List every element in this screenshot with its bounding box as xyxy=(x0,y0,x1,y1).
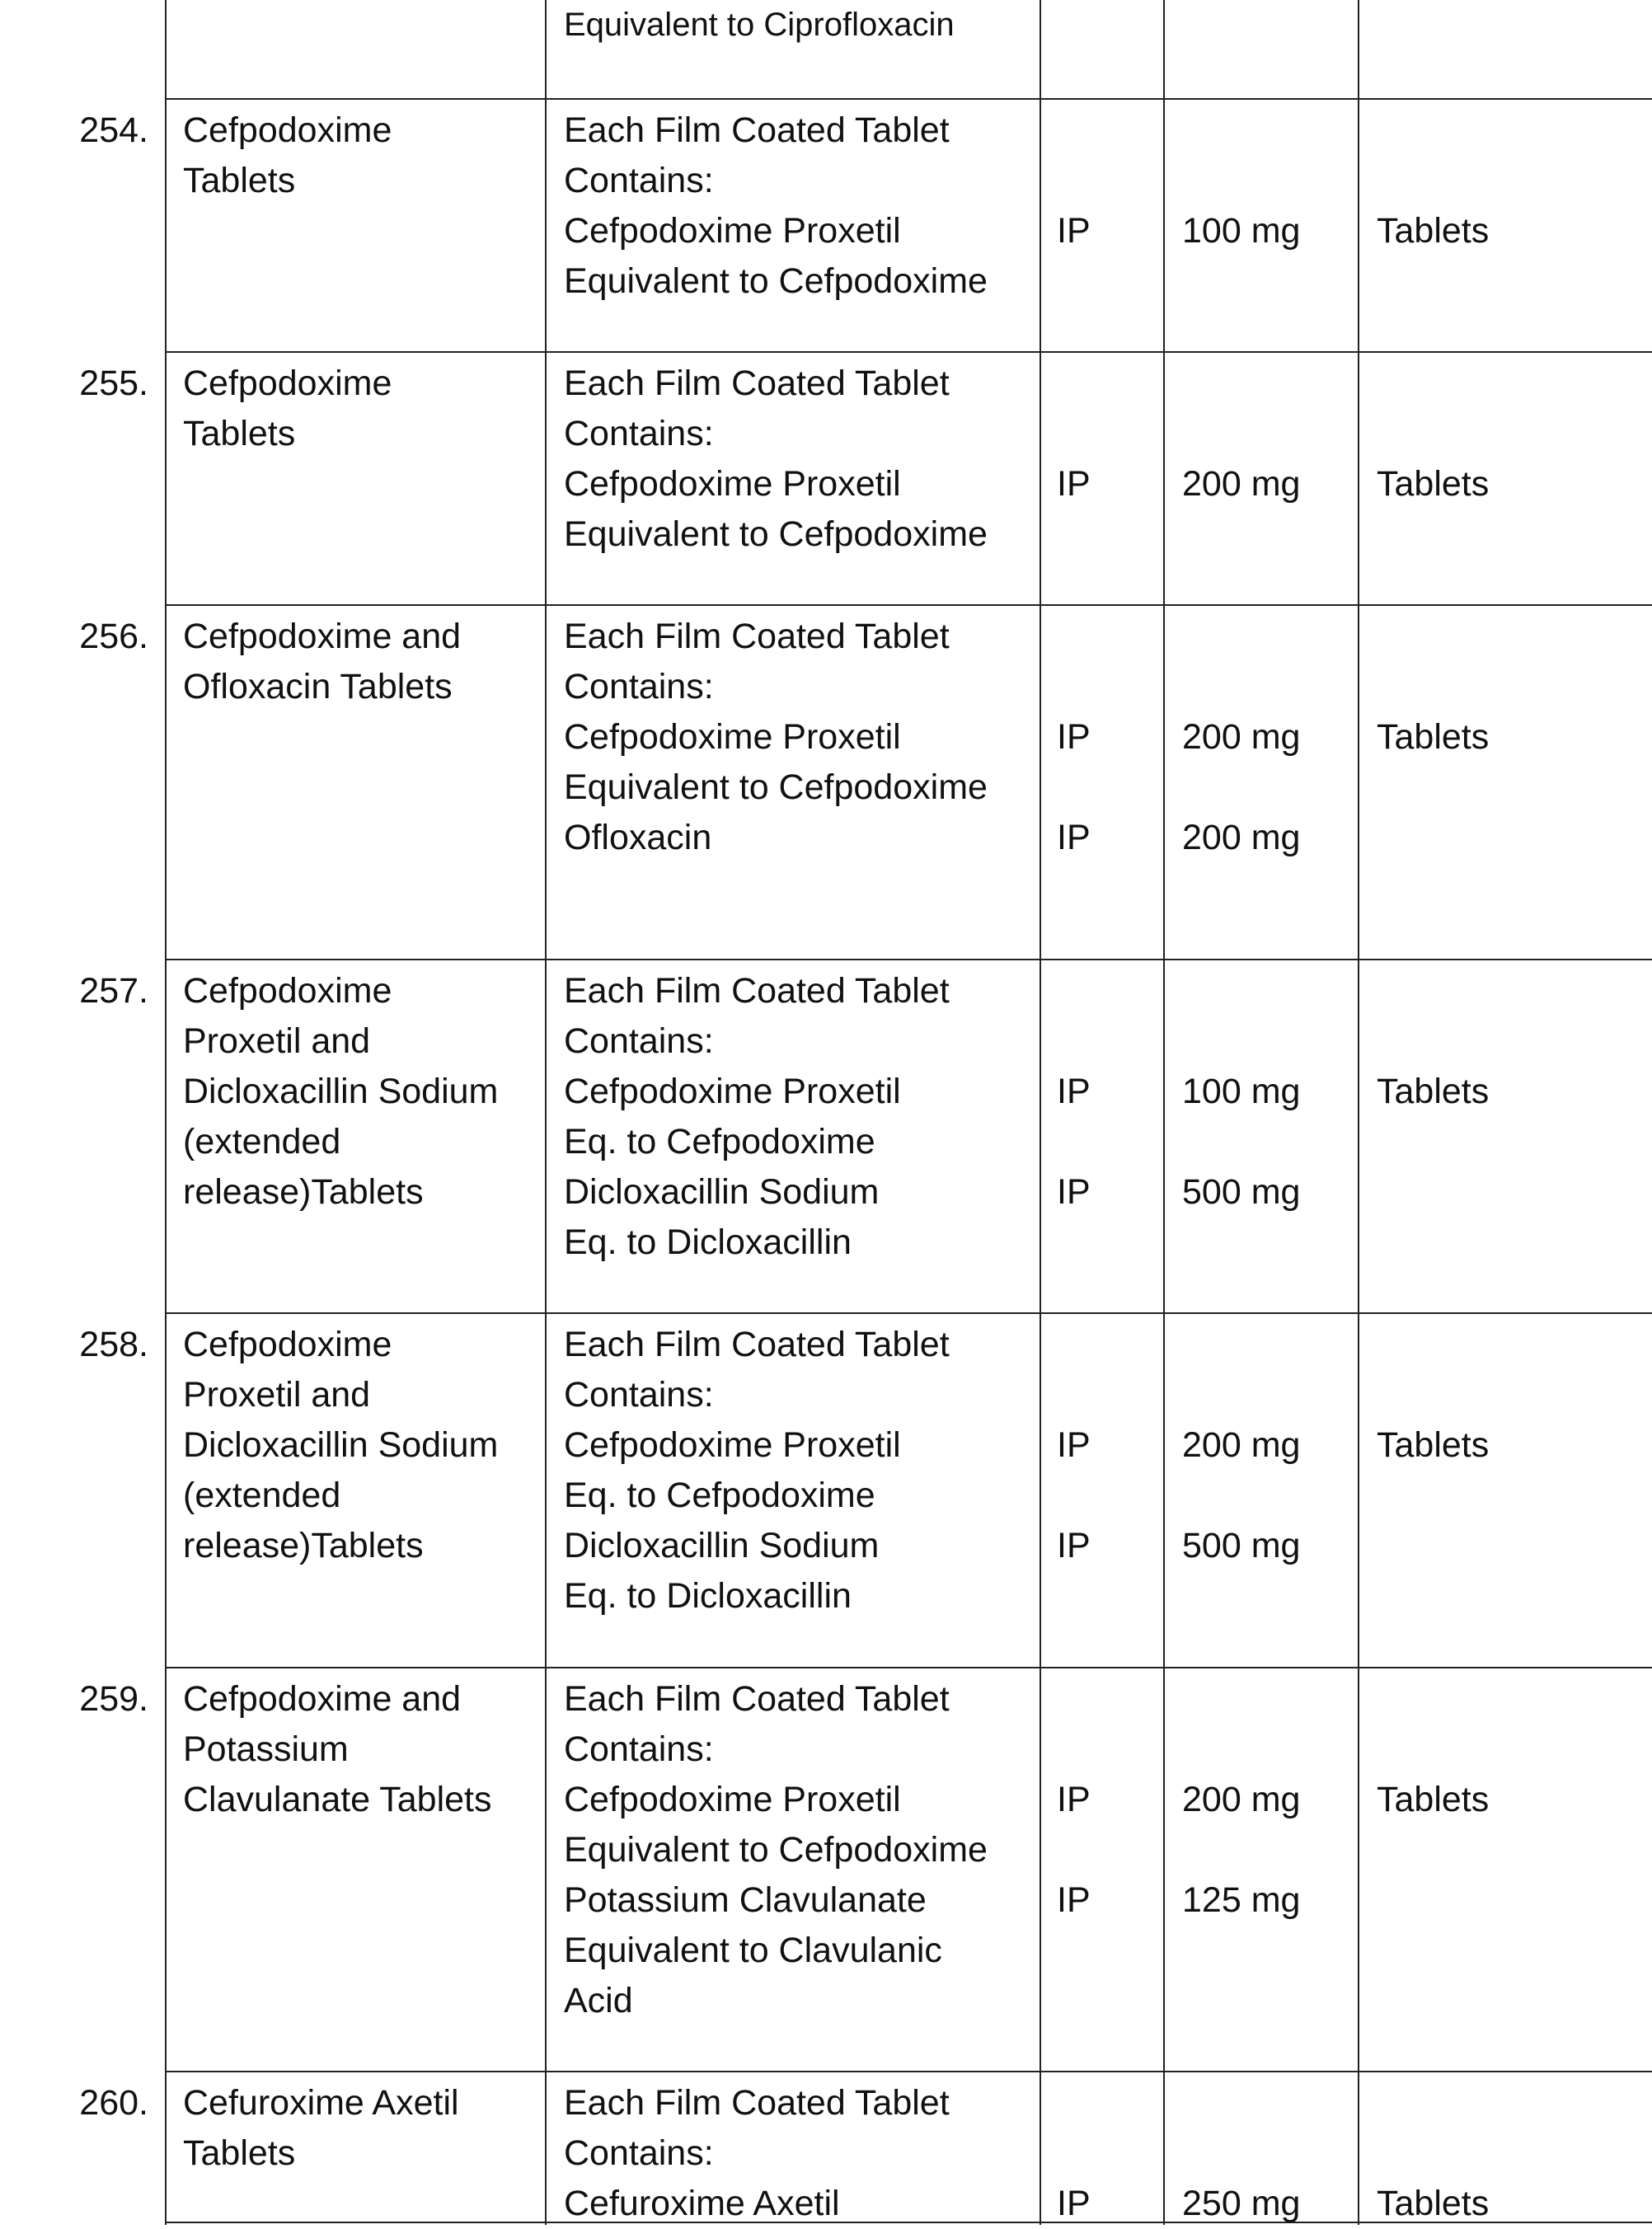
composition-line: Each Film Coated Tablet xyxy=(564,1325,950,1364)
serial-number: 255. xyxy=(79,364,148,403)
product-name-line: Tablets xyxy=(183,2133,296,2173)
composition-line: Each Film Coated Tablet xyxy=(564,364,950,403)
product-name-line: Cefpodoxime xyxy=(183,110,392,150)
product-name-line: release)Tablets xyxy=(183,1172,424,1212)
row-rule xyxy=(165,959,1652,960)
row-rule xyxy=(165,98,1652,100)
serial-number: 254. xyxy=(79,110,148,150)
strength: 500 mg xyxy=(1182,1526,1301,1565)
composition-line: Potassium Clavulanate xyxy=(564,1880,927,1920)
product-name-line: Proxetil and xyxy=(183,1375,371,1415)
specification: IP xyxy=(1057,1425,1091,1465)
product-name-line: Dicloxacillin Sodium xyxy=(183,1072,499,1111)
dosage-form: Tablets xyxy=(1377,211,1490,251)
composition-line: Each Film Coated Tablet xyxy=(564,2083,950,2123)
product-name-line: Cefuroxime Axetil xyxy=(183,2083,459,2123)
dosage-form: Tablets xyxy=(1377,1072,1490,1111)
specification: IP xyxy=(1057,211,1091,251)
product-name-line: Tablets xyxy=(183,414,296,453)
composition-line: Each Film Coated Tablet xyxy=(564,110,950,150)
column-rule xyxy=(545,0,547,2225)
composition-line: Contains: xyxy=(564,1021,714,1061)
row-rule xyxy=(165,351,1652,353)
dosage-form: Tablets xyxy=(1377,2184,1490,2223)
composition-line: Equivalent to Cefpodoxime xyxy=(564,261,988,301)
product-name-line: Cefpodoxime xyxy=(183,364,392,403)
serial-number: 260. xyxy=(79,2083,148,2123)
column-rule xyxy=(165,0,167,2225)
continuation-text: Equivalent to Ciprofloxacin xyxy=(564,7,955,43)
composition-line: Eq. to Cefpodoxime xyxy=(564,1476,875,1515)
strength: 100 mg xyxy=(1182,1072,1301,1111)
composition-line: Contains: xyxy=(564,2133,714,2173)
product-name-line: Ofloxacin Tablets xyxy=(183,667,453,706)
composition-line: Eq. to Dicloxacillin xyxy=(564,1576,852,1616)
column-rule xyxy=(1358,0,1359,2225)
product-name-line: Dicloxacillin Sodium xyxy=(183,1425,499,1465)
dosage-form: Tablets xyxy=(1377,1425,1490,1465)
column-rule xyxy=(1040,0,1041,2225)
composition-line: Cefpodoxime Proxetil xyxy=(564,1072,901,1111)
product-name-line: Proxetil and xyxy=(183,1021,371,1061)
product-name-line: Cefpodoxime xyxy=(183,1325,392,1364)
composition-line: Ofloxacin xyxy=(564,818,712,857)
composition-line: Contains: xyxy=(564,1375,714,1415)
specification: IP xyxy=(1057,2184,1091,2223)
composition-line: Equivalent to Cefpodoxime xyxy=(564,1830,988,1870)
composition-line: Contains: xyxy=(564,414,714,453)
strength: 100 mg xyxy=(1182,211,1301,251)
product-name-line: release)Tablets xyxy=(183,1526,424,1565)
serial-number: 256. xyxy=(79,617,148,656)
composition-line: Eq. to Cefpodoxime xyxy=(564,1122,875,1161)
strength: 200 mg xyxy=(1182,1780,1301,1819)
serial-number: 258. xyxy=(79,1325,148,1364)
row-rule xyxy=(165,2071,1652,2072)
product-name-line: Tablets xyxy=(183,161,296,200)
composition-line: Cefpodoxime Proxetil xyxy=(564,211,901,251)
product-name-line: Cefpodoxime xyxy=(183,971,392,1011)
strength: 500 mg xyxy=(1182,1172,1301,1212)
specification: IP xyxy=(1057,464,1091,504)
composition-line: Cefpodoxime Proxetil xyxy=(564,1780,901,1819)
specification: IP xyxy=(1057,818,1091,857)
specification: IP xyxy=(1057,1780,1091,1819)
composition-line: Equivalent to Cefpodoxime xyxy=(564,514,988,554)
dosage-form: Tablets xyxy=(1377,464,1490,504)
composition-line: Equivalent to Clavulanic xyxy=(564,1931,942,1970)
row-rule xyxy=(165,604,1652,606)
composition-line: Cefuroxime Axetil xyxy=(564,2184,840,2223)
strength: 200 mg xyxy=(1182,464,1301,504)
strength: 200 mg xyxy=(1182,818,1301,857)
product-name-line: Potassium xyxy=(183,1729,349,1769)
composition-line: Cefpodoxime Proxetil xyxy=(564,717,901,757)
serial-number: 257. xyxy=(79,971,148,1011)
composition-line: Equivalent to Cefpodoxime xyxy=(564,767,988,807)
row-rule xyxy=(165,1667,1652,1668)
strength: 200 mg xyxy=(1182,1425,1301,1465)
composition-line: Dicloxacillin Sodium xyxy=(564,1526,880,1565)
product-name-line: (extended xyxy=(183,1122,341,1161)
specification: IP xyxy=(1057,1880,1091,1920)
row-rule xyxy=(165,1312,1652,1314)
product-name-line: Cefpodoxime and xyxy=(183,1679,462,1719)
composition-line: Cefpodoxime Proxetil xyxy=(564,1425,901,1465)
dosage-form: Tablets xyxy=(1377,717,1490,757)
specification: IP xyxy=(1057,1526,1091,1565)
strength: 250 mg xyxy=(1182,2184,1301,2223)
composition-line: Eq. to Dicloxacillin xyxy=(564,1222,852,1262)
composition-line: Dicloxacillin Sodium xyxy=(564,1172,880,1212)
composition-line: Cefpodoxime Proxetil xyxy=(564,464,901,504)
product-name-line: Cefpodoxime and xyxy=(183,617,462,656)
composition-line: Acid xyxy=(564,1981,633,2020)
composition-line: Contains: xyxy=(564,1729,714,1769)
composition-line: Contains: xyxy=(564,667,714,706)
specification: IP xyxy=(1057,1072,1091,1111)
composition-line: Contains: xyxy=(564,161,714,200)
strength: 200 mg xyxy=(1182,717,1301,757)
product-name-line: (extended xyxy=(183,1476,341,1515)
dosage-form: Tablets xyxy=(1377,1780,1490,1819)
composition-line: Each Film Coated Tablet xyxy=(564,1679,950,1719)
strength: 125 mg xyxy=(1182,1880,1301,1920)
composition-line: Each Film Coated Tablet xyxy=(564,617,950,656)
specification: IP xyxy=(1057,1172,1091,1212)
product-name-line: Clavulanate Tablets xyxy=(183,1780,492,1819)
specification: IP xyxy=(1057,717,1091,757)
serial-number: 259. xyxy=(79,1679,148,1719)
column-rule xyxy=(1163,0,1165,2225)
composition-line: Each Film Coated Tablet xyxy=(564,971,950,1011)
